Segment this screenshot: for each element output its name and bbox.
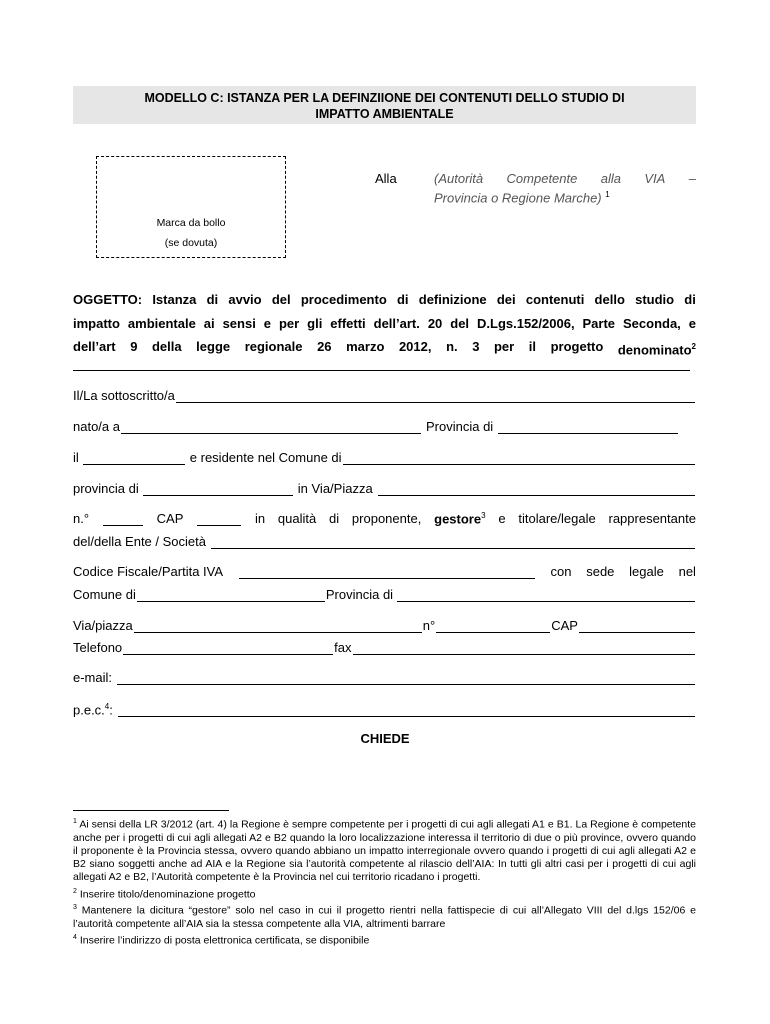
subject-line-3 [73, 335, 696, 362]
pec-field[interactable] [118, 703, 695, 717]
footnotes [73, 815, 696, 948]
subject-word: sensi [222, 315, 256, 331]
subject-word: dell’art [73, 339, 116, 354]
subject-word: ai [203, 315, 215, 331]
subject-word: effetti [330, 315, 366, 331]
row-address [73, 478, 696, 496]
birthplace-field[interactable] [121, 420, 421, 434]
row-tax-code [73, 561, 696, 579]
addressee-authority [434, 171, 696, 206]
title-line-1: MODELLO C: ISTANZA PER LA DEFINZIIONE DEI CONTENUTI DELLO STUDIO DI [144, 91, 625, 105]
subject-word: 3 [472, 339, 480, 354]
row-capacity [73, 508, 696, 526]
subject-word: definizione [418, 292, 487, 307]
subject-word: per [278, 315, 300, 331]
street-number-field[interactable] [103, 512, 143, 526]
stamp-label: Marca da bollo [156, 217, 226, 229]
footnote-4: $^4$ Inserire l’indirizzo di posta elettronica certificata, se disponibile [73, 934, 370, 947]
birth-province-field[interactable] [498, 420, 678, 434]
row-phone [73, 637, 696, 655]
row-birthplace [73, 416, 696, 434]
subject-word: di [396, 292, 409, 307]
subject-line-2 [73, 312, 696, 336]
title-line-2: IMPATTO AMBIENTALE [315, 107, 454, 121]
footnote-ref-1: 1 [605, 190, 610, 199]
signatory-label: Il/La sottoscritto/a [73, 388, 175, 403]
birthdate-field[interactable] [83, 451, 185, 465]
row-pec [73, 699, 696, 717]
seat-comune-label: Comune di [73, 587, 136, 602]
entity-field[interactable] [211, 535, 695, 549]
subject-word: il [528, 339, 537, 354]
subject-word: progetto [550, 339, 604, 354]
seat-province-label: Provincia di [325, 587, 394, 602]
subject-word: denominato$^2$ [617, 342, 696, 358]
project-name-field[interactable] [73, 370, 690, 371]
subject-word: dei [496, 292, 516, 307]
birthdate-label: il [73, 450, 79, 465]
subject-word: della [151, 339, 182, 354]
subject-word: di [684, 292, 696, 307]
qualita-word: proponente, [351, 511, 422, 526]
entity-label: del/della Ente / Società [73, 534, 206, 549]
stamp-note: (se dovuta) [164, 237, 218, 249]
sede-word: sede [586, 564, 615, 579]
titolare-word: e [498, 511, 506, 526]
authority-word: – [688, 171, 696, 186]
footnote-3: $^3$ Mantenere la dicitura “gestore” solo nel caso in cui il progetto rientri nella fattispecie di cui all’Allegato VIII del d.lgs 152/06 e l’autorità competente all’AIA sia la stessa competente alla VIA, altrimenti barrare [73, 904, 697, 930]
sede-word: con [550, 564, 572, 579]
qualita-word: qualità [277, 511, 317, 526]
row-seat-comune [73, 584, 696, 602]
revenue-stamp-box [96, 156, 286, 258]
seat-cap-field[interactable] [579, 619, 695, 633]
street-field[interactable] [378, 482, 695, 496]
subject-word: e [263, 315, 272, 331]
subject-word: 9 [130, 339, 138, 354]
number-label: n.° [73, 511, 90, 526]
phone-field[interactable] [123, 641, 333, 655]
gestore-label: gestore$^3$ [434, 510, 486, 526]
signatory-name-field[interactable] [176, 389, 695, 403]
tax-code-label: Codice Fiscale/Partita IVA [73, 564, 224, 579]
phone-label: Telefono [73, 640, 123, 655]
subject-word: Seconda, [623, 315, 681, 331]
subject-word: legge [196, 339, 231, 354]
row-entity [73, 531, 696, 549]
seat-street-field[interactable] [134, 619, 422, 633]
subject-word: OGGETTO: [73, 292, 143, 307]
authority-word: VIA [644, 171, 666, 186]
subject-word: dell’art. [373, 315, 420, 331]
titolare-word: titolare/legale [518, 511, 596, 526]
authority-line-2: Provincia o Regione Marche) $^1$ [434, 190, 610, 206]
subject-word: del [271, 292, 291, 307]
authority-word: Competente [506, 171, 578, 186]
fax-label: fax [334, 640, 352, 655]
footnote-separator [73, 810, 229, 811]
sede-word: legale [629, 564, 664, 579]
authority-word: alla [600, 171, 621, 186]
footnote-ref-3: 3 [481, 510, 486, 520]
email-field[interactable] [117, 671, 695, 685]
subject-word: 20 [427, 315, 443, 331]
fax-field[interactable] [353, 641, 696, 655]
seat-street-label: Via/piazza [73, 618, 133, 633]
residence-label: e residente nel Comune di [189, 450, 342, 465]
subject-word: avvio [228, 292, 262, 307]
row-email [73, 667, 696, 685]
pec-label: p.e.c.$^4$: [73, 701, 113, 717]
email-label: e-mail: [73, 670, 113, 685]
tax-code-field[interactable] [239, 565, 535, 579]
footnote-ref-2: 2 [691, 342, 696, 351]
row-signatory [73, 385, 696, 403]
subject-word: studio [635, 292, 675, 307]
seat-cap-label: CAP [551, 618, 578, 633]
subject-paragraph [73, 288, 696, 362]
cap-label: CAP [156, 511, 184, 526]
row-seat-address [73, 615, 696, 633]
qualita-word: in [254, 511, 266, 526]
subject-word: dello [594, 292, 625, 307]
footnote-2: $^2$ Inserire titolo/denominazione progetto [73, 887, 256, 901]
subject-word: regionale [244, 339, 303, 354]
subject-word: D.Lgs.152/2006, [477, 315, 575, 331]
sede-word: nel [678, 564, 696, 579]
residence-province-field[interactable] [143, 482, 293, 496]
subject-word: n. [446, 339, 458, 354]
subject-word: di [206, 292, 219, 307]
born-label: nato/a a [73, 419, 120, 434]
subject-word: gli [307, 315, 323, 331]
seat-number-field[interactable] [436, 619, 550, 633]
subject-word: impatto [73, 315, 120, 331]
subject-word: 2012, [398, 339, 432, 354]
qualita-word: di [329, 511, 340, 526]
row-residence [73, 447, 696, 465]
addressee-label: Alla [375, 171, 397, 186]
street-label: in Via/Piazza [297, 481, 373, 496]
subject-word: e [688, 315, 696, 331]
residence-comune-field[interactable] [343, 451, 695, 465]
authority-line-1 [434, 171, 696, 187]
subject-line-1 [73, 288, 696, 312]
subject-word: per [493, 339, 515, 354]
document-title [73, 86, 696, 124]
authority-word: (Autorità [434, 171, 484, 186]
cap-field[interactable] [197, 512, 241, 526]
subject-word: Istanza [152, 292, 197, 307]
subject-word: Parte [582, 315, 616, 331]
footnote-ref-4: 4 [104, 701, 110, 711]
birth-province-label: Provincia di [426, 419, 494, 434]
titolare-word: rappresentante [608, 511, 696, 526]
seat-province-field[interactable] [397, 588, 695, 602]
subject-word: 26 [317, 339, 332, 354]
residence-province-label: provincia di [73, 481, 139, 496]
subject-word: del [450, 315, 470, 331]
subject-word: procedimento [300, 292, 387, 307]
subject-word: contenuti [525, 292, 585, 307]
footnote-1: $^1$ Ai sensi della LR 3/2012 (art. 4) la Regione è sempre competente per i progetti di cui agli allegati A1 e B1. La Regione è competente anche per i progetti di cui agli allegati A2 e B2 quando la loro localizzazione interessa il territorio di due o più province, ovvero quando il proponente è la Provincia stessa, ovvero quando abbiano un impatto interregionale ovvero quando i progetti di cui agli allegati A2 e B2 siano soggetti anche ad AIA e la Regione sia l’autorità competente al rilascio dell’AIA: In tutti gli altri casi per i progetti di cui agli allegati A2 e B2, l’Autorità competente è la Provincia nel cui territorio ricadano i progetti. [73, 818, 696, 884]
seat-number-label: n° [422, 618, 436, 633]
request-heading: CHIEDE [360, 731, 410, 746]
subject-word: marzo [346, 339, 385, 354]
subject-word: ambientale [127, 315, 196, 331]
seat-comune-field[interactable] [137, 588, 325, 602]
